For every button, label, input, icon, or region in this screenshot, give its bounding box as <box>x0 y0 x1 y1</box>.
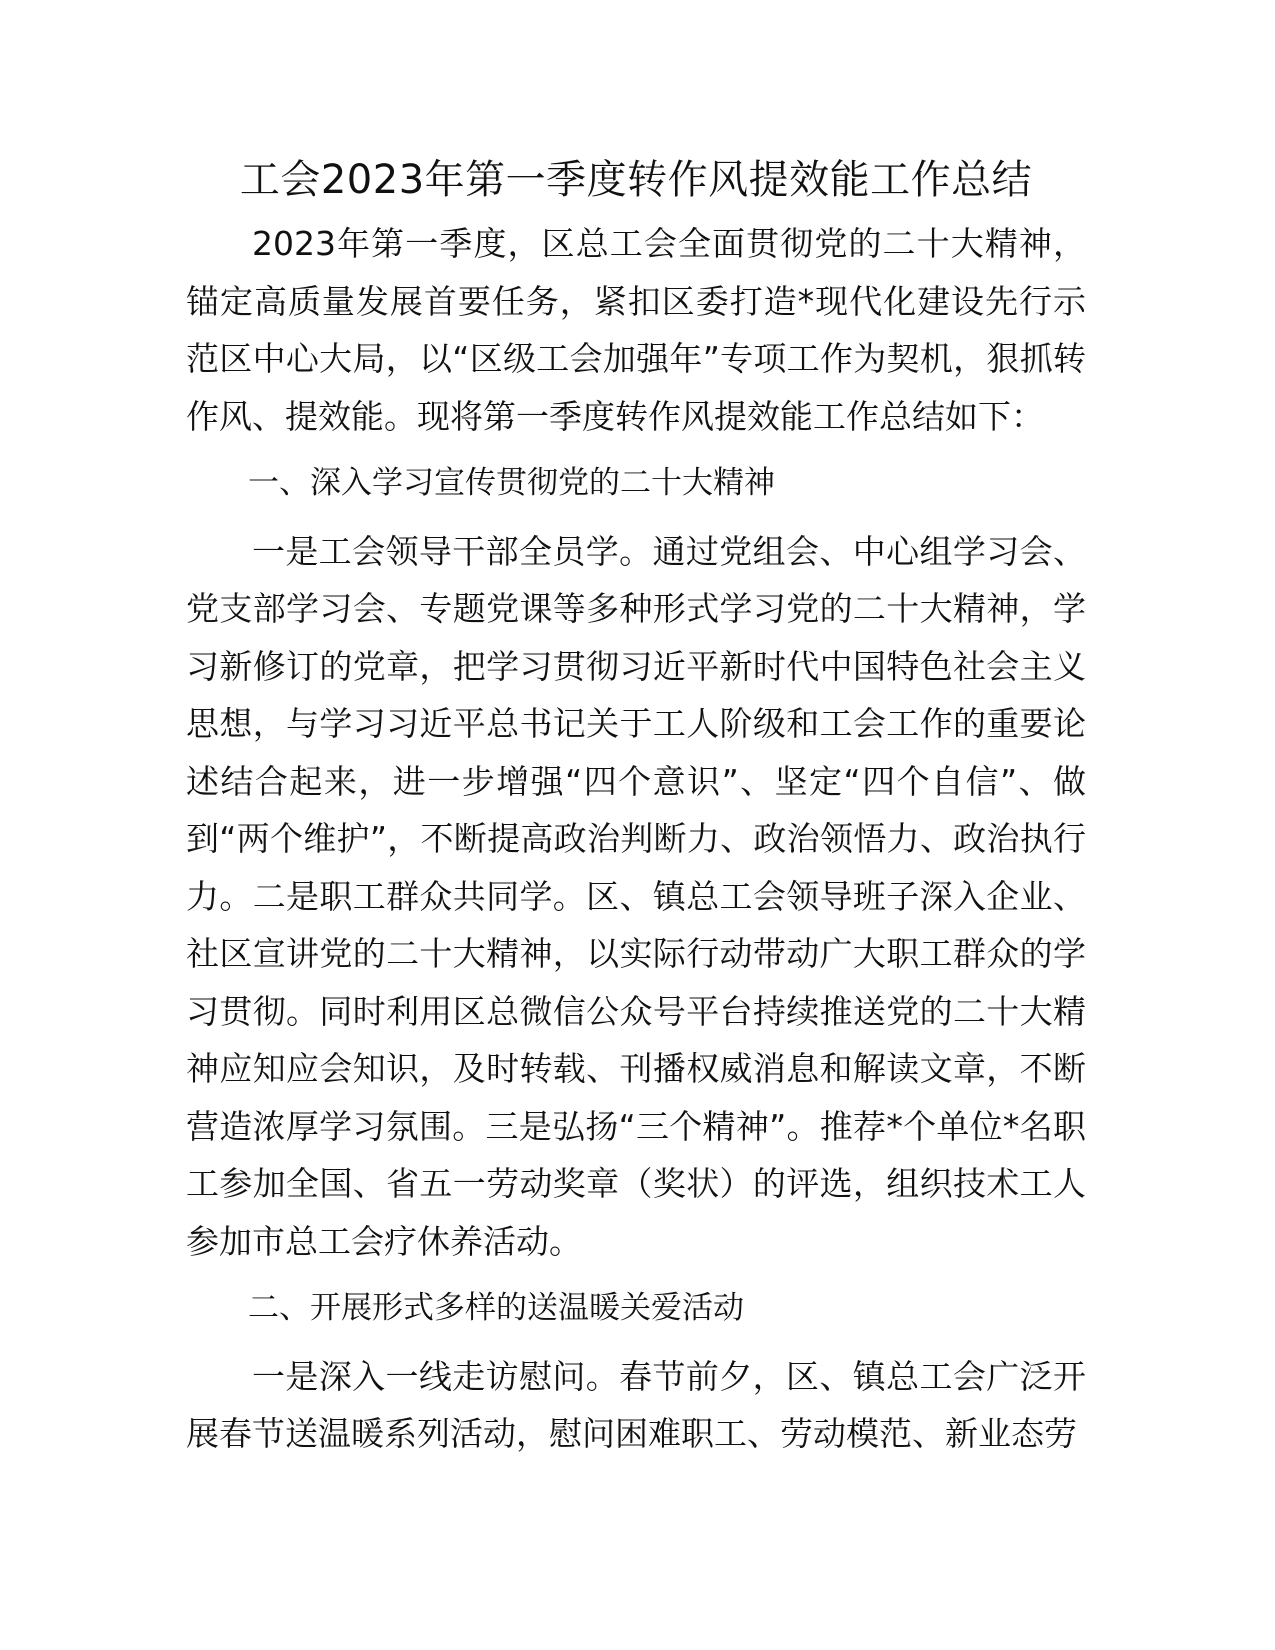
section-paragraph-1: 一是工会领导干部全员学。通过党组会、中心组学习会、党支部学习会、专题党课等多种形式学习党的二十大精神，学习新修订的党章，把学习贯彻习近平新时代中国特色社会主义思想，与学习习近平总书记关于工人阶级和工会工作的重要论述结合起来，进一步增强“四个意识”、坚定“四个自信”、做到“两个维护”，不断提高政治判断力、政治领悟力、政治执行力。二是职工群众共同学。区、镇总工会领导班子深入企业、社区宣讲党的二十大精神，以实际行动带动广大职工群众的学习贯彻。同时利用区总微信公众号平台持续推送党的二十大精神应知应会知识，及时转载、刊播权威消息和解读文章，不断营造浓厚学习氛围。三是弘扬“三个精神”。推荐*个单位*名职工参加全国、省五一劳动奖章（奖状）的评选，组织技术工人参加市总工会疗休养活动。 <box>186 531 1086 1261</box>
section-heading-1: 一、深入学习宣传贯彻党的二十大精神 <box>248 465 775 501</box>
section-paragraph-2: 一是深入一线走访慰问。春节前夕，区、镇总工会广泛开展春节送温暖系列活动，慰问困难职工、劳动模范、新业态劳 <box>186 1356 1086 1453</box>
document-title: 工会2023年第一季度转作风提效能工作总结 <box>239 157 1033 203</box>
section-heading-2: 二、开展形式多样的送温暖关爱活动 <box>248 1290 744 1326</box>
intro-paragraph: 2023年第一季度，区总工会全面贯彻党的二十大精神，锚定高质量发展首要任务，紧扣区委打造*现代化建设先行示范区中心大局，以“区级工会加强年”专项工作为契机，狠抓转作风、提效能。现将第一季度转作风提效能工作总结如下： <box>186 224 1086 436</box>
document-body <box>186 215 1086 1463</box>
